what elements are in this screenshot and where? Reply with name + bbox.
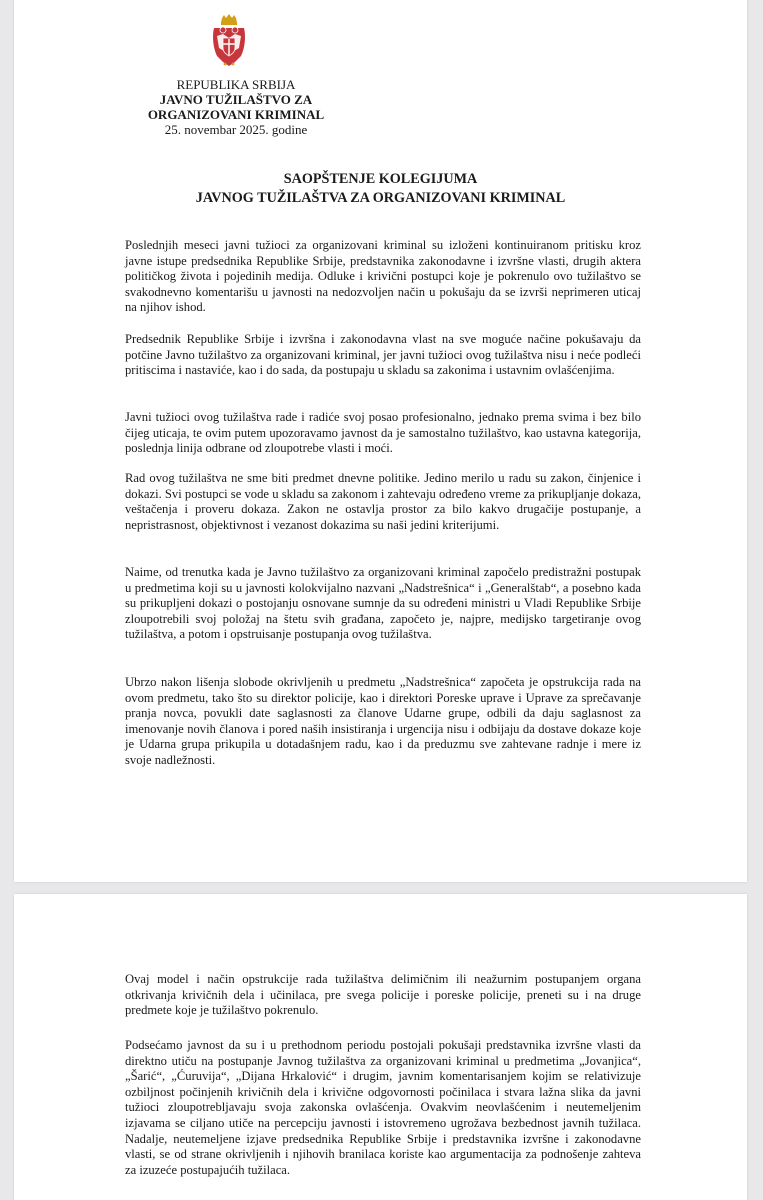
paragraph: Poslednjih meseci javni tužioci za organizovani kriminal su izloženi kontinuiranom pritisku kroz javne istupe predsednika Republike Srbije, predstavnika zakonodavne i izvršne vlasti, drugih aktera političkog života i pojedinih medija. Odluke i krivični postupci koje je pokrenulo ovo tužilaštvo se svakodnevno komentarišu u javnosti na nedozvoljen način u pokušaju da se izvrši neprimeren uticaj na njihov ishod. — [125, 238, 641, 315]
serbian-coat-of-arms-icon — [211, 14, 247, 70]
paragraph: Rad ovog tužilaštva ne sme biti predmet dnevne politike. Jedino merilo u radu su zakon, činjenice i dokazi. Svi postupci se vode u skladu sa zakonom i zahtevaju određeno vreme za prikupljanje dokaza, veštačenja i proveru dokaza. Zakon ne ostavlja prostor za bilo kakvo drugačije postupanje, a nepristrasnost, objektivnost i vezanost dokazima su naši jedini kriterijumi. — [125, 471, 641, 532]
paragraph: Ubrzo nakon lišenja slobode okrivljenih u predmetu „Nadstrešnica“ započeta je opstrukcija rada na ovom predmetu, tako što su direktor policije, kao i direktori Poreske uprave i Uprave za sprečavanje pranja novca, povukli date saglasnosti za članove Udarne grupe, odbili da daju saglasnost za imenovanje novih članova i pored naših insistiranja i urgencija nisu i odbijaju da dostave dokaze koje je Udarna grupa prikupila u dotadašnjem radu, kao i da preduzmu sve zahtevane radnje i mere iz svoje nadležnosti. — [125, 675, 641, 767]
document-page-2 — [14, 894, 747, 1200]
title-line2: JAVNOG TUŽILAŠTVA ZA ORGANIZOVANI KRIMINAL — [195, 190, 566, 206]
document-title — [14, 170, 747, 208]
paragraph: Javni tužioci ovog tužilaštva rade i radiće svoj posao profesionalno, jednako prema svima i bez bilo čijeg uticaja, te ovim putem upozoravamo javnost da je samostalno tužilaštvo, kao ustavna kategorija, poslednja linija odbrane od zloupotrebe vlasti i moći. — [125, 410, 641, 456]
header-date: 25. novembar 2025. godine — [164, 122, 308, 137]
paragraph: Predsednik Republike Srbije i izvršna i zakonodavna vlast na sve moguće načine pokušavaju da potčine Javno tužilaštvo za organizovani kriminal, jer javni tužioci ovog tužilaštva nisu i neće podleći pritiscima i nastaviće, kao i do sada, da postupaju u skladu sa zakonima i ustavnim ovlašćenjima. — [125, 332, 641, 378]
paragraph: Naime, od trenutka kada je Javno tužilaštvo za organizovani kriminal započelo predistražni postupak u predmetima koji su u javnosti kolokvijalno nazvani „Nadstrešnica“ i „Generalštab“, a posebno kada su prikupljeni dokazi o postojanju osnovane sumnje da su određeni ministri u Vladi Republike Srbije zloupotrebili svoj položaj na štetu svih građana, započeto je, najpre, medijsko targetiranje ovog tužilaštva, a potom i opstruisanje postupanja ovog tužilaštva. — [125, 565, 641, 642]
paragraph: Ovaj model i način opstrukcije rada tužilaštva delimičnim ili neažurnim postupanjem organa otkrivanja krivičnih dela i učinilaca, pre svega policije i poreske policije, preneti su i na druge predmete koje je tužilaštvo pokrenulo. — [125, 972, 641, 1018]
document-page-1 — [14, 0, 747, 882]
header-country: REPUBLIKA SRBIJA — [176, 77, 296, 92]
header-institution-line1: JAVNO TUŽILAŠTVO ZA — [159, 92, 313, 107]
paragraph: Podsećamo javnost da su i u prethodnom periodu postojali pokušaji predstavnika izvršne vlasti da direktno utiču na postupanje Javnog tužilaštva za organizovani kriminal u predmetima „Jovanjica“, „Šarić“, „Ćuruvija“, „Dijana Hrkalović“ i drugim, javnim komentarisanjem kojim se relativizuje ozbiljnost počinjenih krivičnih dela i krivične odgovornosti počinilaca i stvara lažna slika da javni tužioci zloupotrebljavaju svoja zakonska ovlašćenja. Ovakvim neovlašćenim i neutemeljenim izjavama se ciljano utiče na percepciju javnosti i istovremeno ugrožava bezbednost javnih tužilaca. Nadalje, neutemeljene izjave predsednika Republike Srbije i predstavnika izvršne i zakonodavne vlasti, se od strane okrivljenih i njihovih branilaca koriste kao argumentacija za podnošenje zahteva za izuzeće postupajućih tužilaca. — [125, 1038, 641, 1177]
title-line1: SAOPŠTENJE KOLEGIJUMA — [283, 171, 478, 187]
header-institution-line2: ORGANIZOVANI KRIMINAL — [147, 107, 325, 122]
institution-header — [136, 77, 336, 137]
